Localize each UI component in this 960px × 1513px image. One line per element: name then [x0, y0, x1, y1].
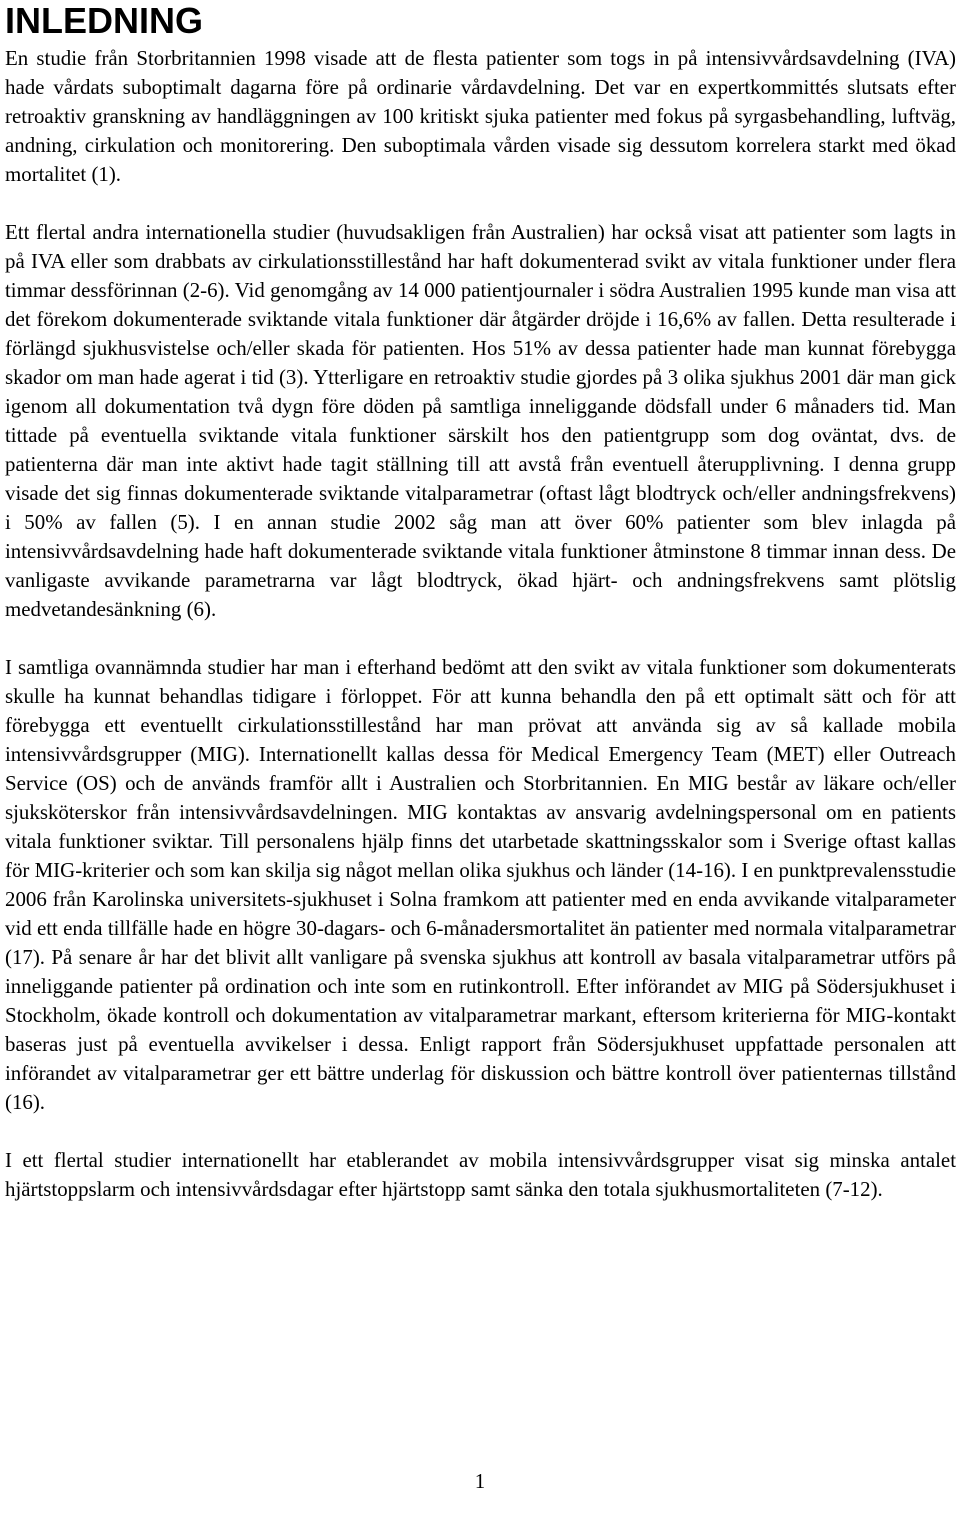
paragraph-3: I samtliga ovannämnda studier har man i efterhand bedömt att den svikt av vitala funktioner som dokumenterats skulle ha kunnat behandlas tidigare i förloppet. För att kunna behandla den på ett optimalt sätt och för att förebygga ett eventuellt cirkulationsstillestånd har man prövat att använda sig av så kallade mobila intensivvårdsgrupper (MIG). Internationellt kallas dessa för Medical Emergency Team (MET) eller Outreach Service (OS) och de används framför allt i Australien och Storbritannien. En MIG består av läkare och/eller sjuksköterskor från intensivvårdsavdelningen. MIG kontaktas av ansvarig avdelningspersonal om en patients vitala funktioner sviktar. Till personalens hjälp finns det utarbetade skattningsskalor som i Sverige oftast kallas för MIG-kriterier och som kan skilja sig något mellan olika sjukhus och länder (14-16). I en punktprevalensstudie 2006 från Karolinska universitets-sjukhuset i Solna framkom att patienter med en enda avvikande vitalparameter vid ett enda tillfälle hade en högre 30-dagars- och 6-månadersmortalitet än patienter med normala vitalparametrar (17). På senare år har det blivit allt vanligare på svenska sjukhus att kontroll av basala vitalparametrar utförs på inneliggande patienter på ordination och inte som en rutinkontroll. Efter införandet av MIG på Södersjukhuset i Stockholm, ökade kontroll och dokumentation av vitalparametrar markant, eftersom kriterierna för MIG-kontakt baseras just på eventuella avvikelser i dessa. Enligt rapport från Södersjukhuset uppfattade personalen att införandet av vitalparametrar ger ett bättre underlag för diskussion och bättre kontroll över patienternas tillstånd (16). [5, 655, 956, 1114]
paragraph-2: Ett flertal andra internationella studier (huvudsakligen från Australien) har också visat att patienter som lagts in på IVA eller som drabbats av cirkulationsstillestånd har haft dokumenterad svikt av vitala funktioner under flera timmar dessförinnan (2-6). Vid genomgång av 14 000 patientjournaler i södra Australien 1995 kunde man visa att det förekom dokumenterade sviktande vitala funktioner där åtgärder dröjde i 16,6% av fallen. Detta resulterade i förlängd sjukhusvistelse och/eller skada för patienten. Hos 51% av dessa patienter hade man kunnat förebygga skador om man hade agerat i tid (3). Ytterligare en retroaktiv studie gjordes på 3 olika sjukhus 2001 där man gick igenom all dokumentation två dygn före döden på samtliga inneliggande dödsfall under 6 månaders tid. Man tittade på eventuella sviktande vitala funktioner särskilt hos den patientgrupp som dog oväntat, dvs. de patienterna där man inte aktivt hade tagit ställning till att avstå från eventuell återupplivning. I denna grupp visade det sig finnas dokumenterade sviktande vitalparametrar (oftast lågt blodtryck och/eller andningsfrekvens) i 50% av fallen (5). I en annan studie 2002 såg man att över 60% patienter som blev inlagda på intensivvårdsavdelning hade haft dokumenterade sviktande vitala funktioner åtminstone 8 timmar innan dess. De vanligaste avvikande parametrarna var lågt blodtryck, ökad hjärt- och andningsfrekvens samt plötslig medvetandesänkning (6). [5, 220, 956, 621]
section-heading: INLEDNING [5, 0, 203, 41]
paragraph-4: I ett flertal studier internationellt har etablerandet av mobila intensivvårdsgrupper visat sig minska antalet hjärtstoppslarm och intensivvårdsdagar efter hjärtstopp samt sänka den totala sjukhusmortaliteten (7-12). [5, 1148, 956, 1201]
paragraph-1: En studie från Storbritannien 1998 visade att de flesta patienter som togs in på intensivvårdsavdelning (IVA) hade vårdats suboptimalt dagarna före på ordinarie vårdavdelning. Det var en expertkommittés slutsats efter retroaktiv granskning av handläggningen av 100 kritiskt sjuka patienter med fokus på syrgasbehandling, luftväg, andning, cirkulation och monitorering. Den suboptimala vården visade sig dessutom korrelera starkt med ökad mortalitet (1). [5, 46, 956, 186]
document-page [5, 0, 956, 1204]
page-number: 1 [474, 1469, 486, 1493]
